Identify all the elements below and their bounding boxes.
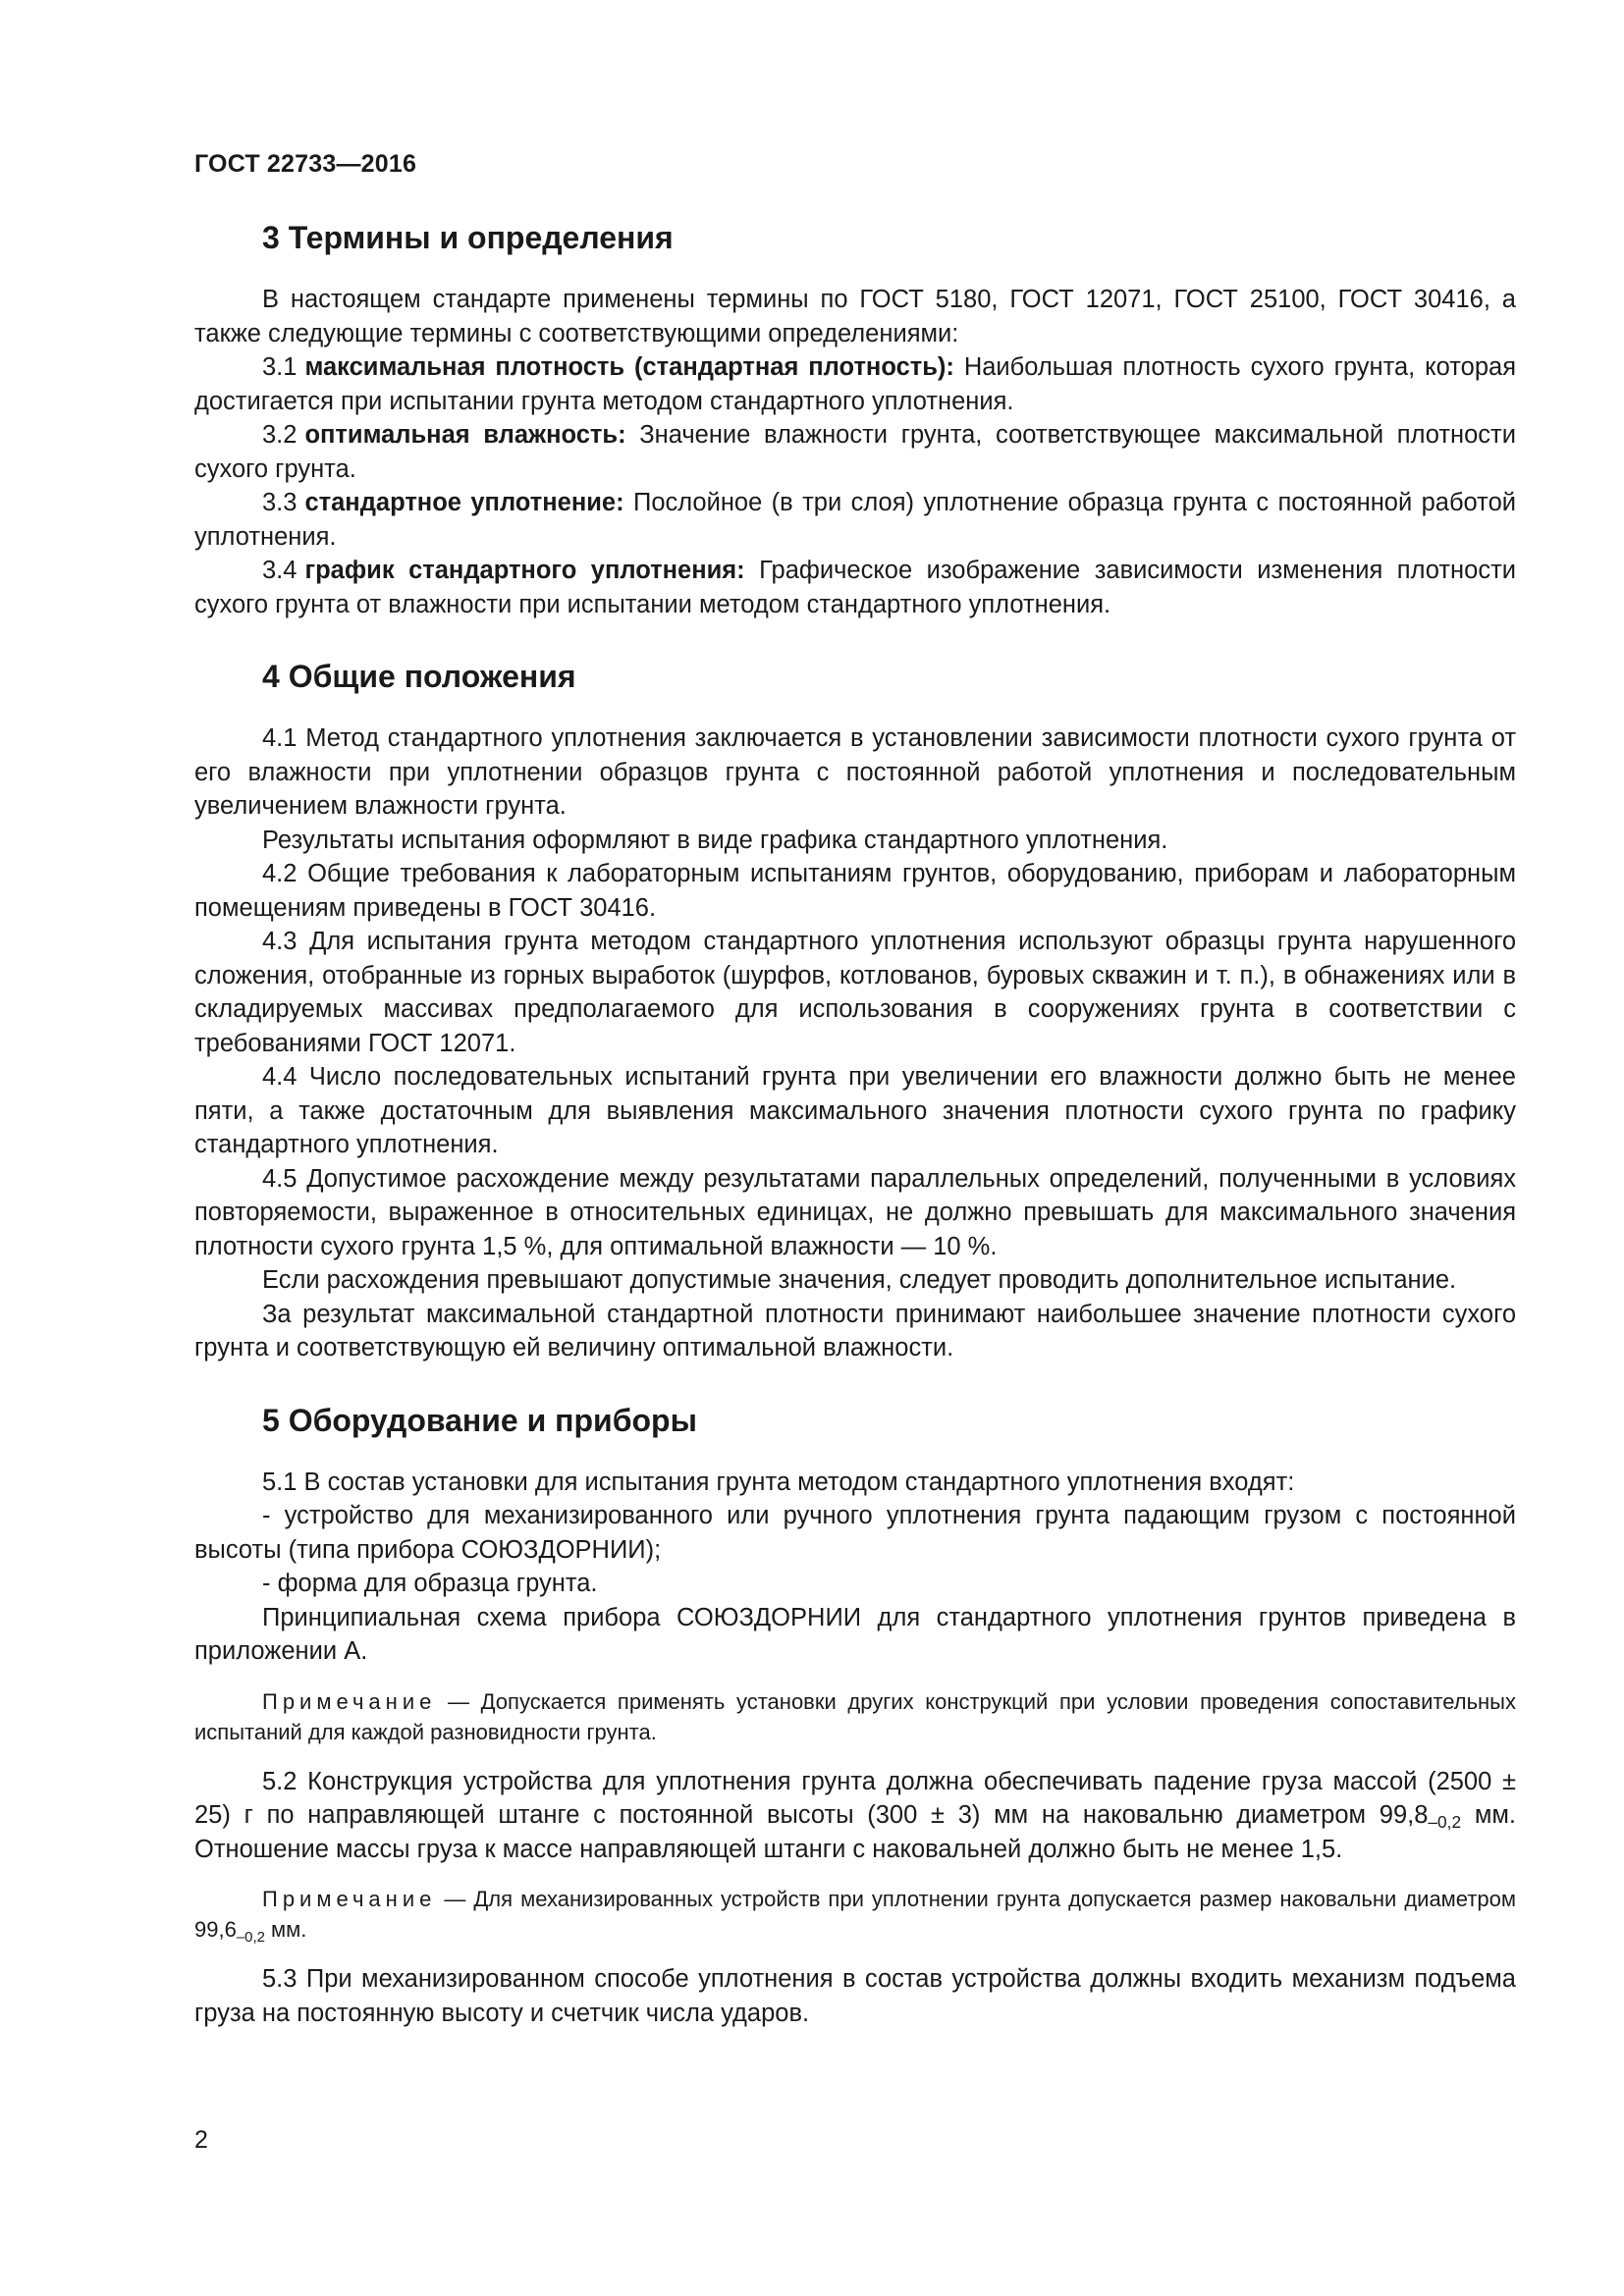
document-header: ГОСТ 22733—2016 (194, 150, 417, 178)
term-3-2: 3.2 оптимальная влажность: Значение влажности грунта, соответствующее максимальной плотности сухого грунта. (194, 421, 1516, 483)
section-3-intro: В настоящем стандарте применены термины по ГОСТ 5180, ГОСТ 12071, ГОСТ 25100, ГОСТ 30416, а также следующие термины с соответствующими определениями: (194, 286, 1516, 347)
note-1: Примечание — Допускается применять установки других конструкций при условии проведения сопоставительных испытаний для каждой разновидности грунта. (194, 1688, 1516, 1744)
paragraph-5-1b: Принципиальная схема прибора СОЮЗДОРНИИ для стандартного уплотнения грунтов приведена в приложении А. (194, 1603, 1516, 1665)
paragraph-4-1b: Результаты испытания оформляют в виде графика стандартного уплотнения. (262, 826, 1168, 854)
term-3-3: 3.3 стандартное уплотнение: Послойное (в три слоя) уплотнение образца грунта с постоянной работой уплотнения. (194, 489, 1517, 551)
note-2: Примечание — Для механизированных устройств при уплотнении грунта допускается размер наковальни диаметром $99,6_{-0,2}$ мм. (194, 1887, 1516, 1946)
paragraph-4-5b: Если расхождения превышают допустимые значения, следует проводить дополнительное испытание. (262, 1266, 1457, 1294)
paragraph-4-2: 4.2 Общие требования к лабораторным испытаниям грунтов, оборудованию, приборам и лабораторным помещениям приведены в ГОСТ 30416. (194, 860, 1516, 922)
section-5-title: 5 Оборудование и приборы (262, 1402, 697, 1438)
section-3-title: 3 Термины и определения (262, 220, 674, 255)
section-terms (194, 218, 1516, 621)
list-item-form: - форма для образца грунта. (262, 1570, 598, 1597)
section-equipment (194, 1401, 1516, 2031)
paragraph-5-3: 5.3 При механизированном способе уплотнения в состав устройства должны входить механизм подъема груза на постоянную высоту и счетчик числа ударов. (194, 1965, 1516, 2027)
section-4-title: 4 Общие положения (262, 659, 576, 694)
list-item-device: - устройство для механизированного или ручного уплотнения грунта падающим грузом с постоянной высоты (типа прибора СОЮЗДОРНИИ); (194, 1502, 1516, 1564)
section-general (194, 657, 1516, 1365)
paragraph-5-2: 5.2 Конструкция устройства для уплотнения грунта должна обеспечивать падение груза массой (2500 ± 25) г по направляющей штанге с постоянной высоты (300 ± 3) мм на наковальню диаметром $99,8_{-0,2}$ мм. Отношение массы груза к массе направляющей штанги с наковальней должно быть не менее 1,5. (194, 1767, 1517, 1863)
page-number: 2 (194, 2126, 208, 2154)
term-3-1: 3.1 максимальная плотность (стандартная плотность): Наибольшая плотность сухого грунта, которая достигается при испытании грунта методом стандартного уплотнения. (194, 353, 1516, 415)
paragraph-4-3: 4.3 Для испытания грунта методом стандартного уплотнения используют образцы грунта нарушенного сложения, отобранные из горных выработок (шурфов, котлованов, буровых скважин и т. п.), в обнажениях или в складируемых массивах предполагаемого для использования в сооружениях грунта в соответствии с требованиями ГОСТ 12071. (194, 928, 1516, 1057)
note-label: Примечание (262, 1887, 437, 1911)
paragraph-5-1: 5.1 В состав установки для испытания грунта методом стандартного уплотнения входят: (262, 1468, 1295, 1496)
paragraph-4-5: 4.5 Допустимое расхождение между результатами параллельных определений, полученными в условиях повторяемости, выраженное в относительных единицах, не должно превышать для максимального значения плотности сухого грунта 1,5 %, для оптимальной влажности — 10 %. (194, 1164, 1516, 1260)
paragraph-4-4: 4.4 Число последовательных испытаний грунта при увеличении его влажности должно быть не менее пяти, а также достаточным для выявления максимального значения плотности сухого грунта по графику стандартного уплотнения. (194, 1063, 1516, 1158)
paragraph-4-1: 4.1 Метод стандартного уплотнения заключается в установлении зависимости плотности сухого грунта от его влажности при уплотнении образцов грунта с постоянной работой уплотнения и последовательным увеличением влажности грунта. (194, 724, 1516, 820)
term-3-4: 3.4 график стандартного уплотнения: Графическое изображение зависимости изменения плотности сухого грунта от влажности при испытании методом стандартного уплотнения. (194, 557, 1516, 618)
page-content (194, 218, 1516, 2030)
note-label: Примечание (262, 1688, 437, 1714)
paragraph-4-5c: За результат максимальной стандартной плотности принимают наибольшее значение плотности сухого грунта и соответствующую ей величину оптимальной влажности. (194, 1300, 1516, 1362)
